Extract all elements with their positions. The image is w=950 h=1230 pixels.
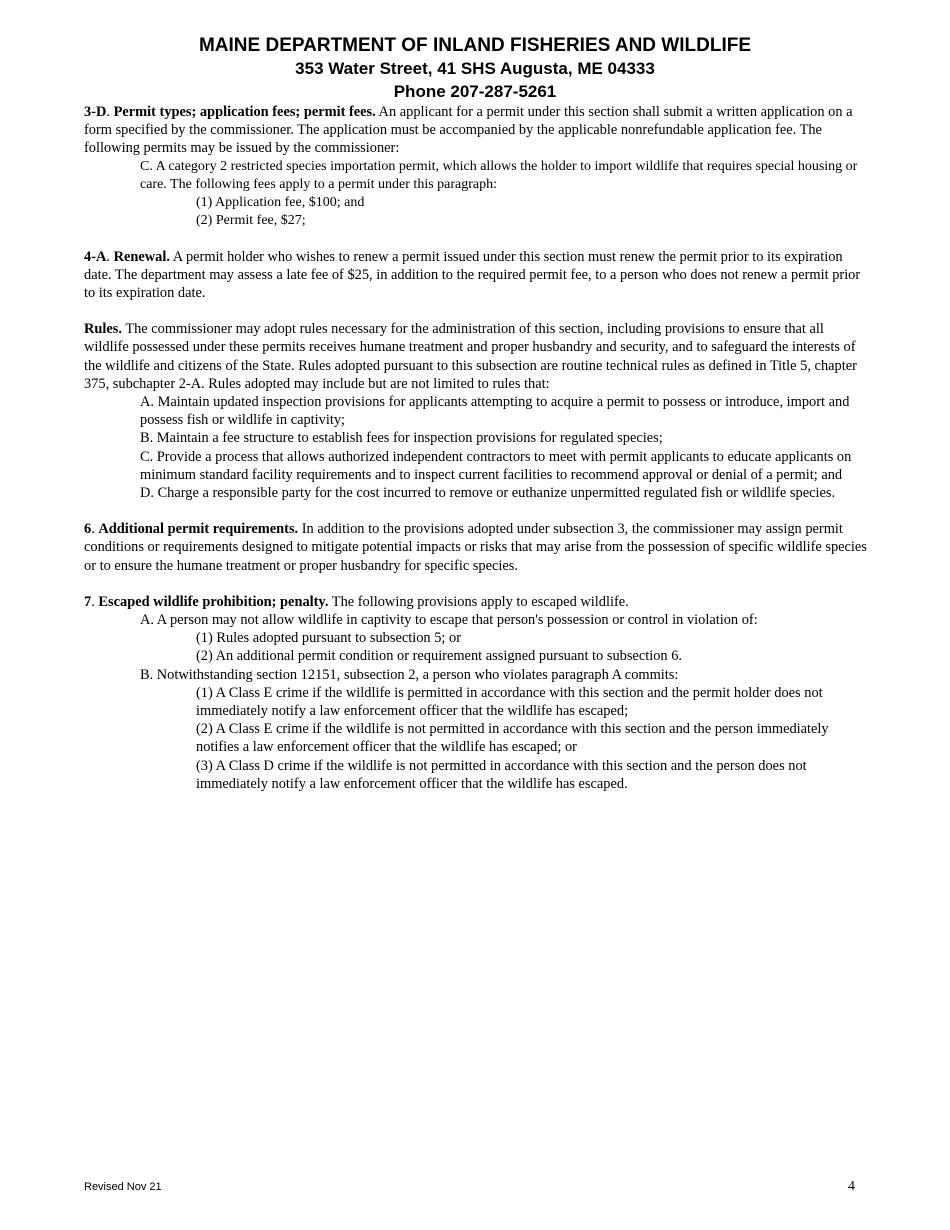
section-3d-item-c: C. A category 2 restricted species importation permit, which allows the holder to import wildlife that requires special housing or care. The following fees apply to a permit under this paragraph:	[140, 158, 858, 192]
letterhead	[0, 34, 950, 103]
section-6-number: 6	[84, 521, 92, 538]
section-7-item-b2: (2) A Class E crime if the wildlife is not permitted in accordance with this section and the person immediately notifies a law enforcement officer that the wildlife has escaped; or	[196, 721, 829, 756]
section-7-item-a1: (1) Rules adopted pursuant to subsection 5; or	[196, 630, 461, 647]
rules-item-c: C. Provide a process that allows authorized independent contractors to meet with permit applicants to educate applicants on minimum standard facility requirements and to inspect current facilities to recommend approval or denial of a permit; and	[140, 448, 852, 483]
rules-item-d: D. Charge a responsible party for the cost incurred to remove or euthanize unpermitted regulated fish or wildlife species.	[140, 485, 836, 502]
rules-item-b: B. Maintain a fee structure to establish fees for inspection provisions for regulated species;	[140, 430, 663, 447]
section-7-number: 7	[84, 593, 92, 610]
revision-note: Revised Nov 21	[84, 1181, 162, 1193]
section-6-heading: Additional permit requirements.	[98, 521, 299, 538]
section-6-text: In addition to the provisions adopted under subsection 3, the commissioner may assign permit conditions or requirements designed to mitigate potential impacts or risks that may arise from the possession of specific wildlife species or to ensure the humane treatment or proper husbandry for specific species.	[84, 521, 867, 574]
section-3d-paragraph: 3-D. Permit types; application fees; permit fees. An applicant for a permit under this section shall submit a written application on a form specified by the commissioner. The application must be accompanied by the applicable nonrefundable application fee. The following permits may be issued by the commissioner:	[84, 104, 853, 157]
document-body	[84, 103, 869, 793]
section-3d-text: An applicant for a permit under this section shall submit a written application on a form specified by the commissioner. The application must be accompanied by the applicable nonrefundable application fee. The following permits may be issued by the commissioner:	[84, 104, 853, 157]
section-7-item-a2: (2) An additional permit condition or requirement assigned pursuant to subsection 6.	[196, 648, 682, 665]
rules-item-a: A. Maintain updated inspection provisions for applicants attempting to acquire a permit to possess or introduce, import and possess fish or wildlife in captivity;	[140, 394, 850, 429]
section-7-heading: Escaped wildlife prohibition; penalty.	[98, 593, 329, 610]
page-number: 4	[848, 1179, 855, 1194]
section-3d-item-c2: (2) Permit fee, $27;	[196, 212, 306, 228]
section-7-item-a: A. A person may not allow wildlife in captivity to escape that person's possession or control in violation of:	[140, 612, 758, 629]
rules-text: The commissioner may adopt rules necessary for the administration of this section, including provisions to ensure that all wildlife possessed under these permits receives humane treatment and proper husbandry and security, and to safeguard the interests of the wildlife and citizens of the State. Rules adopted pursuant to this subsection are routine technical rules as defined in Title 5, chapter 375, subchapter 2-A. Rules adopted may include but are not limited to rules that:	[84, 321, 857, 392]
section-4a-paragraph: 4-A. Renewal. A permit holder who wishes to renew a permit issued under this section must renew the permit prior to its expiration date. The department may assess a late fee of $25, in addition to the required permit fee, to a person who does not renew a permit prior to its expiration date.	[84, 248, 861, 302]
section-4a-number: 4-A	[84, 248, 107, 265]
rules-paragraph	[84, 320, 869, 393]
department-title: MAINE DEPARTMENT OF INLAND FISHERIES AND WILDLIFE	[198, 35, 752, 56]
section-3d-item-c1: (1) Application fee, $100; and	[196, 194, 365, 210]
section-7-item-b: B. Notwithstanding section 12151, subsection 2, a person who violates paragraph A commits:	[140, 666, 679, 683]
section-3d-heading: Permit types; application fees; permit fees.	[113, 104, 376, 120]
department-address: 353 Water Street, 41 SHS Augusta, ME 04333	[295, 59, 655, 78]
rules-heading: Rules.	[84, 321, 122, 338]
section-7-paragraph: 7. Escaped wildlife prohibition; penalty. The following provisions apply to escaped wildlife.	[84, 593, 629, 610]
section-7-item-b1: (1) A Class E crime if the wildlife is permitted in accordance with this section and the permit holder does not immediately notify a law enforcement officer that the wildlife has escaped;	[196, 684, 823, 720]
section-6-paragraph: 6. Additional permit requirements. In addition to the provisions adopted under subsection 3, the commissioner may assign permit conditions or requirements designed to mitigate potential impacts or risks that may arise from the possession of specific wildlife species or to ensure the humane treatment or proper husbandry for specific species.	[84, 521, 867, 574]
section-3d-number: 3-D	[84, 104, 107, 120]
section-7-item-b3: (3) A Class D crime if the wildlife is not permitted in accordance with this section and the person does not immediately notify a law enforcement officer that the wildlife has escaped.	[196, 757, 807, 792]
section-4a-text: A permit holder who wishes to renew a permit issued under this section must renew the permit prior to its expiration date. The department may assess a late fee of $25, in addition to the required permit fee, to a person who does not renew a permit prior to its expiration date.	[84, 248, 861, 302]
section-4a-heading: Renewal.	[113, 248, 170, 265]
section-7-text: The following provisions apply to escaped wildlife.	[328, 593, 629, 610]
department-phone: Phone 207-287-5261	[393, 82, 557, 101]
